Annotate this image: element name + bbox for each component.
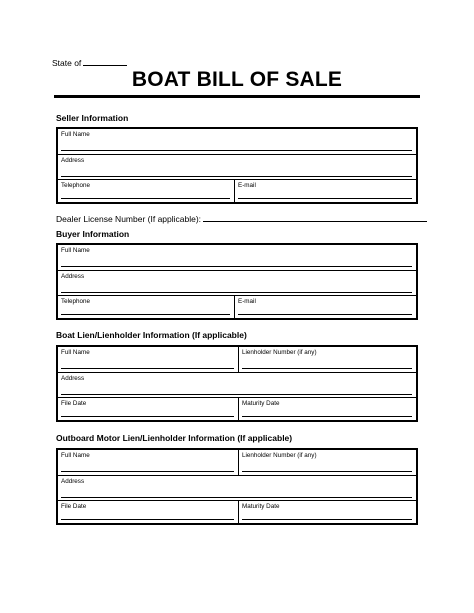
motor-lien-address-field[interactable] (58, 476, 416, 501)
motor-lien-box (56, 448, 418, 525)
motor-lien-file-date-field[interactable] (58, 501, 238, 523)
seller-full-name-label: Full Name (61, 131, 90, 138)
boat-lien-file-date-label: File Date (61, 400, 87, 407)
boat-lien-heading: Boat Lien/Lienholder Information (If applicable) (56, 330, 247, 340)
boat-lien-full-name-field[interactable] (58, 347, 238, 372)
boat-lien-address-field[interactable] (58, 373, 416, 398)
motor-lienholder-number-field[interactable] (238, 450, 416, 475)
buyer-telephone-label: Telephone (61, 298, 91, 305)
boat-lien-full-name-label: Full Name (61, 349, 90, 356)
seller-email-label: E-mail (238, 182, 256, 189)
buyer-telephone-field[interactable] (58, 296, 234, 318)
seller-box (56, 127, 418, 204)
motor-lienholder-number-label: Lienholder Number (if any) (242, 452, 317, 459)
buyer-email-field[interactable] (234, 296, 416, 318)
dealer-license-label: Dealer License Number (If applicable): (56, 214, 202, 224)
buyer-heading: Buyer Information (56, 229, 130, 239)
buyer-address-field[interactable] (58, 271, 416, 296)
boat-lienholder-number-field[interactable] (238, 347, 416, 372)
boat-lien-maturity-date-label: Maturity Date (242, 400, 280, 407)
motor-lien-address-label: Address (61, 478, 85, 485)
title-divider (54, 95, 420, 98)
seller-address-label: Address (61, 157, 85, 164)
boat-lien-address-label: Address (61, 375, 85, 382)
buyer-email-label: E-mail (238, 298, 256, 305)
seller-address-field[interactable] (58, 155, 416, 180)
boat-lienholder-number-label: Lienholder Number (if any) (242, 349, 317, 356)
motor-lien-full-name-field[interactable] (58, 450, 238, 475)
motor-lien-heading: Outboard Motor Lien/Lienholder Information (If applicable) (56, 433, 293, 443)
dealer-license-blank[interactable] (203, 213, 427, 222)
state-line (52, 57, 127, 68)
dealer-license-line (56, 213, 427, 224)
seller-email-field[interactable] (234, 180, 416, 202)
state-blank[interactable] (83, 57, 127, 66)
motor-lien-file-date-label: File Date (61, 503, 87, 510)
boat-lien-maturity-date-field[interactable] (238, 398, 416, 420)
boat-lien-box (56, 345, 418, 422)
seller-telephone-label: Telephone (61, 182, 91, 189)
buyer-box (56, 243, 418, 320)
buyer-full-name-field[interactable] (58, 245, 416, 270)
seller-full-name-field[interactable] (58, 129, 416, 154)
page-title: BOAT BILL OF SALE (131, 68, 343, 91)
buyer-address-label: Address (61, 273, 85, 280)
motor-lien-full-name-label: Full Name (61, 452, 90, 459)
buyer-full-name-label: Full Name (61, 247, 90, 254)
seller-heading: Seller Information (56, 113, 129, 123)
seller-telephone-field[interactable] (58, 180, 234, 202)
motor-lien-maturity-date-label: Maturity Date (242, 503, 280, 510)
motor-lien-maturity-date-field[interactable] (238, 501, 416, 523)
state-label: State of (52, 58, 82, 68)
boat-lien-file-date-field[interactable] (58, 398, 238, 420)
